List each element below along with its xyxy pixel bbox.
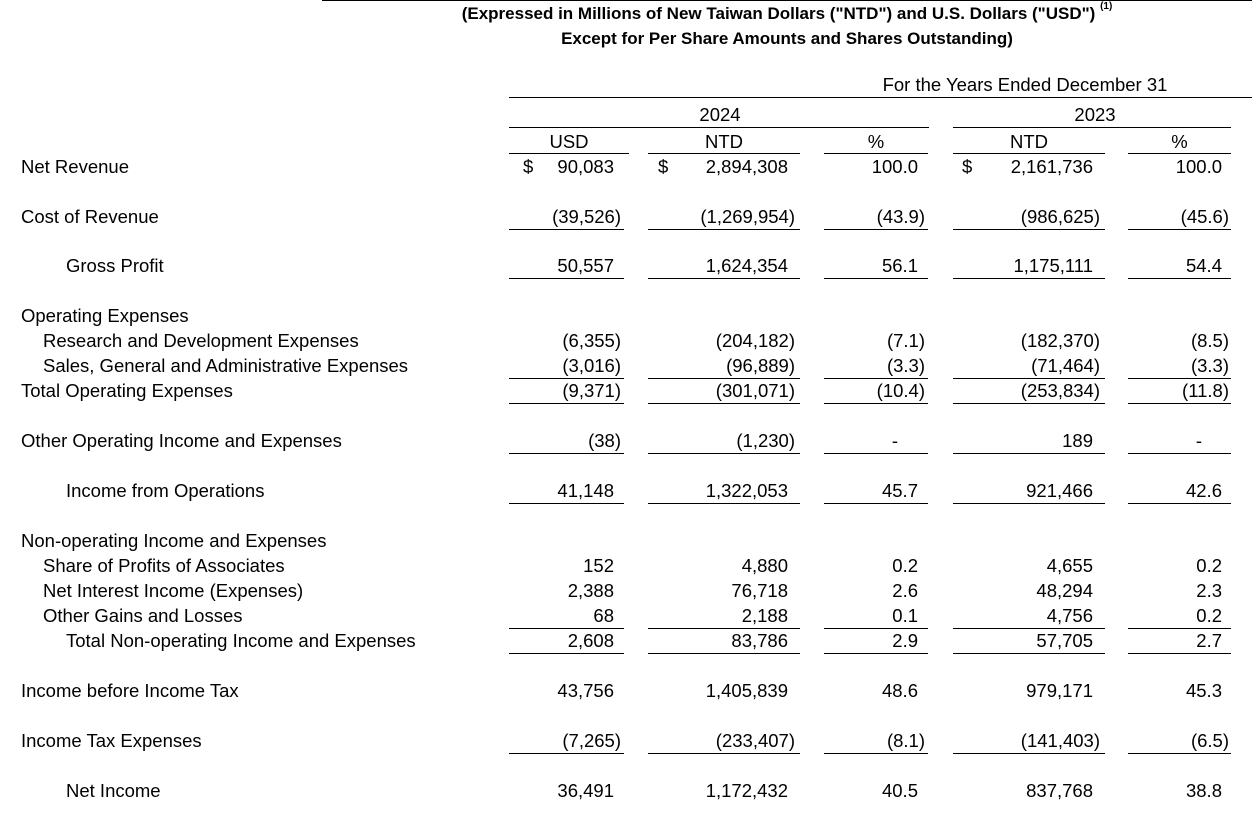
row-label-net-interest: Net Interest Income (Expenses) [43, 580, 304, 601]
cell-ntd-2023: 189 [1062, 430, 1093, 451]
cell-usd: (38) [588, 430, 621, 451]
cell-usd: 43,756 [557, 680, 614, 701]
cell-pct-2024: 2.6 [892, 580, 918, 601]
rule [509, 753, 624, 754]
cell-pct-2023: 2.3 [1196, 580, 1222, 601]
rule [953, 453, 1105, 454]
period-header: For the Years Ended December 31 [882, 74, 1168, 95]
rule [648, 403, 800, 404]
row-label-income-tax: Income Tax Expenses [21, 730, 202, 751]
rule [824, 278, 928, 279]
cell-usd: (7,265) [562, 730, 621, 751]
cell-ntd-2023: (986,625) [1020, 206, 1100, 227]
rule [1128, 378, 1231, 379]
rule [824, 453, 928, 454]
rule [953, 378, 1105, 379]
rule [648, 653, 800, 654]
cell-ntd-2023: (253,834) [1020, 380, 1100, 401]
cell-ntd-2023: 1,175,111 [1013, 255, 1093, 276]
cell-ntd-2023: (141,403) [1020, 730, 1100, 751]
cell-pct-2024: 0.1 [892, 605, 918, 626]
rule [648, 378, 800, 379]
cell-pct-2023: 2.7 [1196, 630, 1222, 651]
rule [648, 628, 800, 629]
col-usd-rule [509, 153, 629, 154]
cell-pct-2023: 45.3 [1185, 680, 1222, 701]
row-label-total-operating-expenses: Total Operating Expenses [21, 380, 233, 401]
cell-pct-2023: (6.5) [1190, 730, 1229, 751]
cell-ntd-2024: 2,188 [741, 605, 788, 626]
rule [953, 229, 1105, 230]
rule [953, 403, 1105, 404]
cell-ntd-2023: (71,464) [1031, 355, 1100, 376]
currency-symbol-ntd-2023: $ [962, 156, 973, 177]
row-label-other-operating-income: Other Operating Income and Expenses [21, 430, 342, 451]
rule [1128, 229, 1231, 230]
cell-usd: 2,608 [567, 630, 614, 651]
cell-ntd-2024: (1,230) [736, 430, 795, 451]
row-label-gross-profit: Gross Profit [66, 255, 164, 276]
cell-pct-2024: (10.4) [876, 380, 925, 401]
cell-ntd-2023: 2,161,736 [1010, 156, 1093, 177]
rule [509, 453, 624, 454]
rule [953, 653, 1105, 654]
cell-ntd-2023: 48,294 [1036, 580, 1093, 601]
period-rule [509, 97, 1252, 98]
cell-pct-2023: 0.2 [1196, 555, 1222, 576]
cell-ntd-2024: (96,889) [726, 355, 795, 376]
col-ntd-2023-rule [953, 153, 1105, 154]
cell-usd: (3,016) [562, 355, 621, 376]
cell-pct-2024: (3.3) [886, 355, 925, 376]
rule [509, 628, 624, 629]
year-2024-rule [509, 127, 929, 128]
cell-pct-2023: - [1195, 430, 1202, 451]
cell-pct-2023: 42.6 [1185, 480, 1222, 501]
rule [648, 453, 800, 454]
rule [1128, 753, 1231, 754]
top-rule [322, 0, 1252, 1]
cell-ntd-2024: 1,322,053 [705, 480, 788, 501]
cell-ntd-2024: 1,624,354 [705, 255, 788, 276]
year-2023-header: 2023 [1074, 104, 1116, 125]
rule [509, 278, 624, 279]
row-label-sga-expenses: Sales, General and Administrative Expenses [43, 355, 409, 376]
cell-pct-2023: (3.3) [1190, 355, 1229, 376]
cell-pct-2024: (43.9) [876, 206, 925, 227]
cell-ntd-2023: 57,705 [1036, 630, 1093, 651]
cell-pct-2024: 100.0 [871, 156, 918, 177]
rule [824, 753, 928, 754]
rule [509, 378, 624, 379]
cell-pct-2024: 2.9 [892, 630, 918, 651]
cell-usd: (39,526) [552, 206, 621, 227]
row-label-other-gains: Other Gains and Losses [43, 605, 243, 626]
cell-usd: 90,083 [557, 156, 614, 177]
cell-usd: 152 [583, 555, 614, 576]
cell-ntd-2023: (182,370) [1020, 330, 1100, 351]
cell-ntd-2024: 4,880 [741, 555, 788, 576]
cell-pct-2024: (8.1) [886, 730, 925, 751]
col-ntd-2024-header: NTD [704, 131, 744, 152]
rule [509, 653, 624, 654]
rule [824, 229, 928, 230]
col-pct-2024-rule [824, 153, 928, 154]
cell-pct-2023: 100.0 [1175, 156, 1222, 177]
cell-usd: (6,355) [562, 330, 621, 351]
year-2024-header: 2024 [699, 104, 741, 125]
cell-usd: 68 [593, 605, 614, 626]
cell-pct-2023: (8.5) [1190, 330, 1229, 351]
rule [824, 378, 928, 379]
col-ntd-2024-rule [648, 153, 800, 154]
cell-ntd-2024: (233,407) [715, 730, 795, 751]
rule [953, 628, 1105, 629]
cell-ntd-2023: 4,756 [1046, 605, 1093, 626]
rule [1128, 278, 1231, 279]
row-label-net-income: Net Income [66, 780, 161, 801]
cell-pct-2023: (11.8) [1182, 380, 1229, 401]
row-label-total-non-operating: Total Non-operating Income and Expenses [66, 630, 416, 651]
rule [824, 503, 928, 504]
cell-pct-2023: 0.2 [1196, 605, 1222, 626]
rule [824, 653, 928, 654]
cell-pct-2023: 38.8 [1185, 780, 1222, 801]
rule [953, 278, 1105, 279]
cell-usd: 36,491 [557, 780, 614, 801]
rule [953, 753, 1105, 754]
cell-ntd-2024: (301,071) [715, 380, 795, 401]
rule [824, 403, 928, 404]
cell-ntd-2023: 4,655 [1046, 555, 1093, 576]
rule [1128, 653, 1231, 654]
cell-ntd-2024: 1,172,432 [705, 780, 788, 801]
cell-ntd-2023: 921,466 [1026, 480, 1093, 501]
rule [509, 403, 624, 404]
cell-pct-2024: 56.1 [881, 255, 918, 276]
rule [509, 229, 624, 230]
rule [648, 278, 800, 279]
subtitle-line-2: Except for Per Share Amounts and Shares Outstanding) [561, 29, 1013, 48]
rule [1128, 403, 1231, 404]
cell-ntd-2023: 979,171 [1026, 680, 1093, 701]
col-pct-2023-rule [1128, 153, 1231, 154]
footnote-marker: (1) [1100, 1, 1113, 12]
rule [648, 229, 800, 230]
cell-ntd-2024: 76,718 [731, 580, 788, 601]
cell-usd: 50,557 [557, 255, 614, 276]
col-pct-2024-header: % [867, 131, 885, 152]
currency-symbol-usd: $ [523, 156, 534, 177]
cell-pct-2024: - [891, 430, 898, 451]
rule [648, 503, 800, 504]
rule [953, 503, 1105, 504]
rule [648, 753, 800, 754]
cell-usd: 2,388 [567, 580, 614, 601]
cell-usd: 41,148 [557, 480, 614, 501]
rule [509, 503, 624, 504]
row-label-operating-expenses: Operating Expenses [21, 305, 189, 326]
cell-ntd-2024: 2,894,308 [705, 156, 788, 177]
row-label-income-from-operations: Income from Operations [66, 480, 265, 501]
row-label-cost-of-revenue: Cost of Revenue [21, 206, 159, 227]
cell-ntd-2024: 1,405,839 [705, 680, 788, 701]
cell-usd: (9,371) [562, 380, 621, 401]
cell-pct-2023: 54.4 [1185, 255, 1222, 276]
cell-ntd-2024: 83,786 [731, 630, 788, 651]
cell-ntd-2024: (1,269,954) [700, 206, 795, 227]
rule [1128, 628, 1231, 629]
row-label-share-of-profits: Share of Profits of Associates [43, 555, 285, 576]
cell-pct-2024: 0.2 [892, 555, 918, 576]
row-label-income-before-tax: Income before Income Tax [21, 680, 239, 701]
cell-pct-2024: 40.5 [881, 780, 918, 801]
col-usd-header: USD [549, 131, 589, 152]
statement-subtitle [322, 1, 1252, 24]
cell-ntd-2023: 837,768 [1026, 780, 1093, 801]
col-pct-2023-header: % [1171, 131, 1188, 152]
rule [824, 628, 928, 629]
rule [1128, 503, 1231, 504]
row-label-rd-expenses: Research and Development Expenses [43, 330, 359, 351]
currency-symbol-ntd-2024: $ [658, 156, 669, 177]
cell-pct-2024: 45.7 [881, 480, 918, 501]
row-label-net-revenue: Net Revenue [21, 156, 129, 177]
cell-ntd-2024: (204,182) [715, 330, 795, 351]
year-2023-rule [953, 127, 1231, 128]
cell-pct-2024: 48.6 [881, 680, 918, 701]
col-ntd-2023-header: NTD [1009, 131, 1049, 152]
row-label-non-operating: Non-operating Income and Expenses [21, 530, 327, 551]
subtitle-line-1: (Expressed in Millions of New Taiwan Dollars ("NTD") and U.S. Dollars ("USD") [461, 4, 1096, 23]
cell-pct-2023: (45.6) [1180, 206, 1229, 227]
rule [1128, 453, 1231, 454]
cell-pct-2024: (7.1) [886, 330, 925, 351]
